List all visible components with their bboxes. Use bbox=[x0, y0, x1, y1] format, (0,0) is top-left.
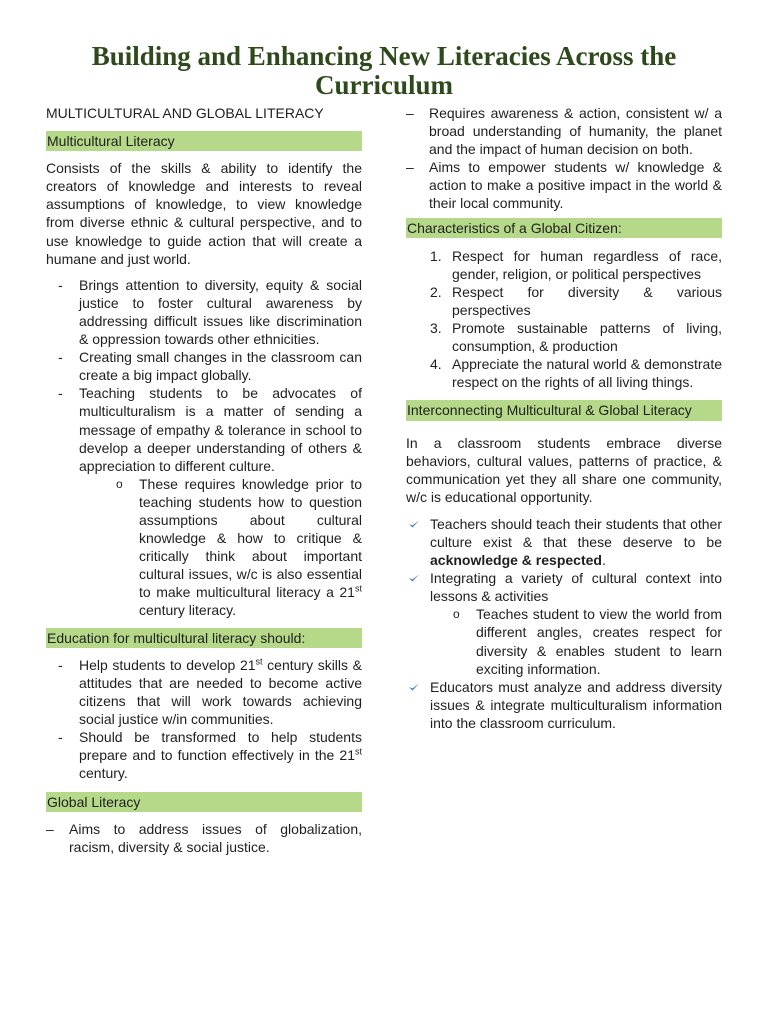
list-item: 4. Appreciate the natural world & demonstrate respect on the rights of all living things. bbox=[430, 356, 722, 391]
interconnecting-sub-bullets bbox=[406, 605, 722, 677]
list-item: Integrating a variety of cultural context into lessons & activities bbox=[406, 569, 722, 605]
section-title: MULTICULTURAL AND GLOBAL LITERACY bbox=[46, 105, 324, 121]
check-icon bbox=[408, 573, 420, 583]
multicultural-definition: Consists of the skills & ability to identify the creators of knowledge and interests to reveal assumptions of knowledge, to view knowledge from diverse ethnic & cultural perspective, and to use knowledge to guide action that will create a humane and just world. bbox=[46, 160, 362, 267]
list-item: - Should be transformed to help students prepare and to function effectively in the 21st century. bbox=[58, 729, 362, 782]
education-bullets bbox=[46, 656, 362, 783]
multicultural-bullets bbox=[46, 276, 362, 475]
global-literacy-bullets bbox=[46, 820, 362, 856]
multicultural-sub-bullets bbox=[46, 475, 362, 620]
education-heading: Education for multicultural literacy should: bbox=[46, 628, 362, 648]
interconnecting-paragraph: In a classroom students embrace diverse behaviors, cultural values, patterns of practice, & communication yet they all share one community, w/c is educational opportunity. bbox=[406, 434, 722, 505]
list-item: - Help students to develop 21st century skills & attitudes that are needed to become active citizens that will work towards achieving social justice w/in communities. bbox=[58, 655, 362, 727]
list-item: – Aims to address issues of globalization, racism, diversity & social justice. bbox=[46, 821, 362, 856]
interconnecting-heading: Interconnecting Multicultural & Global Literacy bbox=[406, 400, 722, 420]
list-item: Teachers should teach their students that other culture exist & that these deserve to be acknowledge & respected. bbox=[406, 515, 722, 569]
global-literacy-heading: Global Literacy bbox=[46, 792, 362, 812]
list-item: – Requires awareness & action, consistent w/ a broad understanding of humanity, the planet and the impact of human decision on both. bbox=[406, 105, 722, 158]
right-column bbox=[406, 104, 722, 732]
page-title: Building and Enhancing New Literacies Across the Curriculum bbox=[91, 41, 677, 100]
interconnecting-bullets bbox=[406, 515, 722, 605]
list-item: o These requires knowledge prior to teaching students how to question assumptions about cultural knowledge & how to critique & critically think about important cultural issues, w/c is also essential to make multicultural literacy a 21st century literacy. bbox=[116, 475, 362, 619]
left-column bbox=[46, 104, 362, 857]
interconnecting-bullets-cont bbox=[406, 678, 722, 732]
list-item: - Teaching students to be advocates of multiculturalism is a matter of sending a message of empathy & tolerance in school to develop a deeper understanding of others & appreciation to different culture. bbox=[58, 385, 362, 474]
list-item: 3. Promote sustainable patterns of living, consumption, & production bbox=[430, 320, 722, 355]
list-item: - Creating small changes in the classroom can create a big impact globally. bbox=[58, 349, 362, 384]
list-item: - Brings attention to diversity, equity & social justice to foster cultural awareness by addressing difficult issues like discrimination & oppression towards other ethnicities. bbox=[58, 276, 362, 348]
list-item: – Aims to empower students w/ knowledge & action to make a positive impact in the world & their local community. bbox=[406, 159, 722, 212]
list-item: Educators must analyze and address diversity issues & integrate multiculturalism information into the classroom curriculum. bbox=[406, 678, 722, 732]
global-citizen-heading: Characteristics of a Global Citizen: bbox=[406, 218, 722, 238]
list-item: 2. Respect for diversity & various perspectives bbox=[430, 283, 722, 318]
check-icon bbox=[408, 519, 420, 529]
check-icon bbox=[408, 682, 420, 692]
list-item: o Teaches student to view the world from different angles, creates respect for diversity & enables student to learn exciting information. bbox=[453, 606, 722, 677]
global-citizen-list bbox=[406, 247, 722, 392]
list-item: 1. Respect for human regardless of race, gender, religion, or political perspectives bbox=[430, 247, 722, 282]
global-literacy-bullets-cont bbox=[406, 104, 722, 213]
multicultural-literacy-heading: Multicultural Literacy bbox=[46, 131, 362, 151]
